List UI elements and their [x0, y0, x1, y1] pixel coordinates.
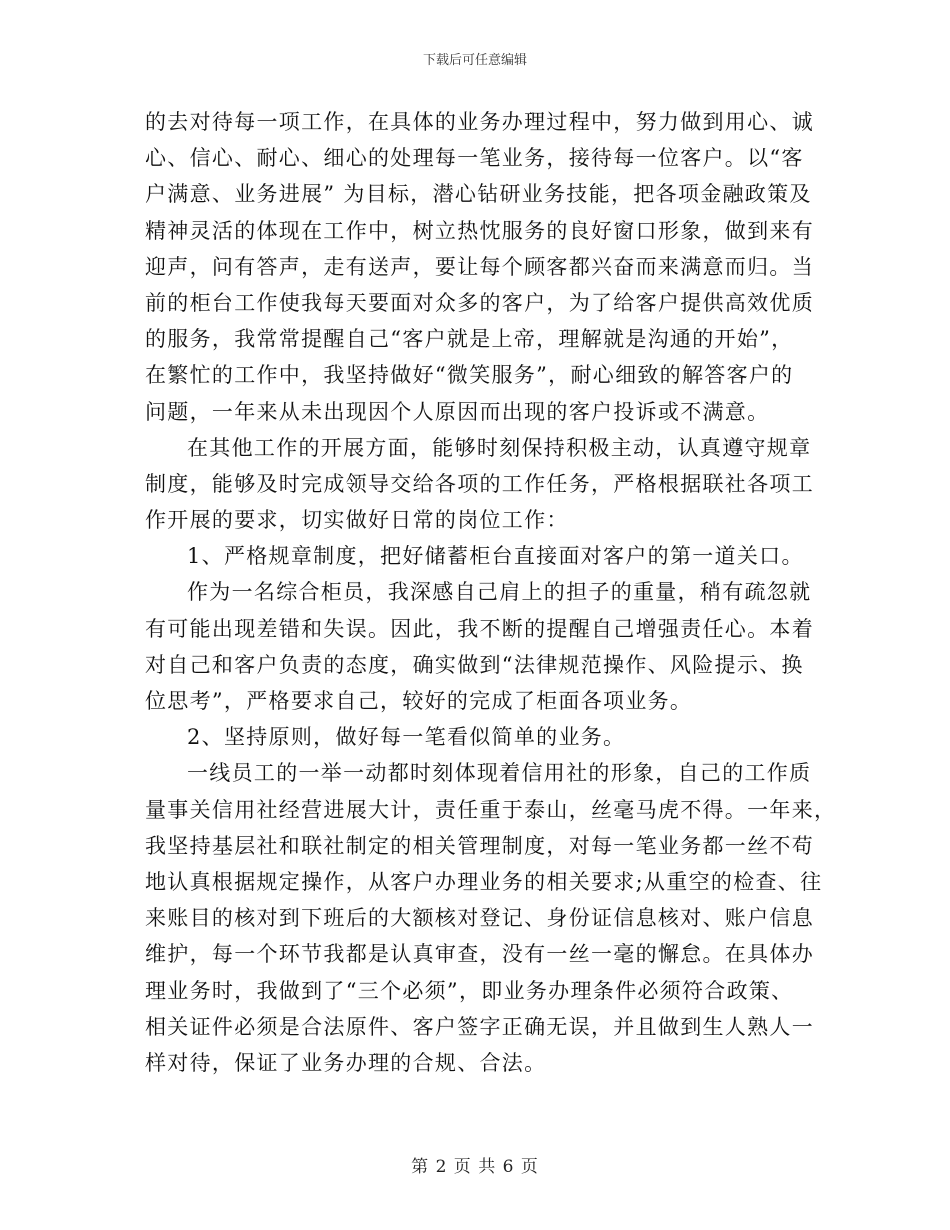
text-line: 样对待，保证了业务办理的合规、合法。 — [145, 1050, 547, 1075]
text-line: 相关证件必须是合法原件、客户签字正确无误，并且做到生人熟人一 — [145, 1014, 814, 1039]
text-line: 作开展的要求，切实做好日常的岗位工作： — [145, 508, 569, 533]
text-line: 前的柜台工作使我每天要面对众多的客户，为了给客户提供高效优质 — [145, 290, 814, 315]
text-line: 在其他工作的开展方面，能够时刻保持积极主动，认真遵守规章 — [187, 435, 812, 460]
text-line: 户满意、业务进展” 为目标，潜心钻研业务技能，把各项金融政策及 — [145, 182, 812, 207]
text-line: 作为一名综合柜员，我深感自己肩上的担子的重量，稍有疏忽就 — [187, 580, 812, 605]
text-line: 1、严格规章制度，把好储蓄柜台直接面对客户的第一道关口。 — [187, 544, 804, 569]
text-line: 对自己和客户负责的态度，确实做到“法律规范操作、风险提示、换 — [145, 652, 804, 677]
text-line: 精神灵活的体现在工作中，树立热忱服务的良好窗口形象，做到来有 — [145, 218, 814, 243]
text-line: 有可能出现差错和失误。因此，我不断的提醒自己增强责任心。本着 — [145, 616, 814, 641]
text-line: 问题，一年来从未出现因个人原因而出现的客户投诉或不满意。 — [145, 399, 770, 424]
text-line: 地认真根据规定操作，从客户办理业务的相关要求;从重空的检查、往 — [145, 869, 823, 894]
text-line: 2、坚持原则，做好每一笔看似简单的业务。 — [187, 725, 626, 750]
text-line: 我坚持基层社和联社制定的相关管理制度，对每一笔业务都一丝不苟 — [145, 833, 814, 858]
text-line: 位思考”，严格要求自己，较好的完成了柜面各项业务。 — [145, 689, 693, 713]
text-line: 的去对待每一项工作，在具体的业务办理过程中，努力做到用心、诚 — [145, 110, 814, 134]
text-line: 制度，能够及时完成领导交给各项的工作任务，严格根据联社各项工 — [145, 471, 814, 496]
text-line: 的服务，我常常提醒自己“客户就是上帝，理解就是沟通的开始”， — [145, 327, 794, 352]
text-line: 来账目的核对到下班后的大额核对登记、身份证信息核对、账户信息 — [145, 906, 814, 931]
text-line: 迎声，问有答声，走有送声，要让每个顾客都兴奋而来满意而归。当 — [145, 254, 814, 279]
document-body — [145, 104, 837, 1081]
text-line: 一线员工的一举一动都时刻体现着信用社的形象，自己的工作质 — [187, 761, 812, 786]
text-line: 在繁忙的工作中，我坚持做好“微笑服务”，耐心细致的解答客户的 — [145, 363, 794, 388]
text-line: 量事关信用社经营进展大计，责任重于泰山，丝毫马虎不得。一年来， — [145, 797, 837, 822]
text-line: 理业务时，我做到了“三个必须”，即业务办理条件必须符合政策、 — [145, 978, 794, 1003]
text-line: 心、信心、耐心、细心的处理每一笔业务，接待每一位客户。以“客 — [145, 146, 804, 171]
text-line: 维护，每一个环节我都是认真审查，没有一丝一毫的懈怠。在具体办 — [145, 942, 814, 967]
page-number: 第 2 页 共 6 页 — [411, 1157, 539, 1177]
page-header: 下载后可任意编辑 — [422, 53, 527, 68]
